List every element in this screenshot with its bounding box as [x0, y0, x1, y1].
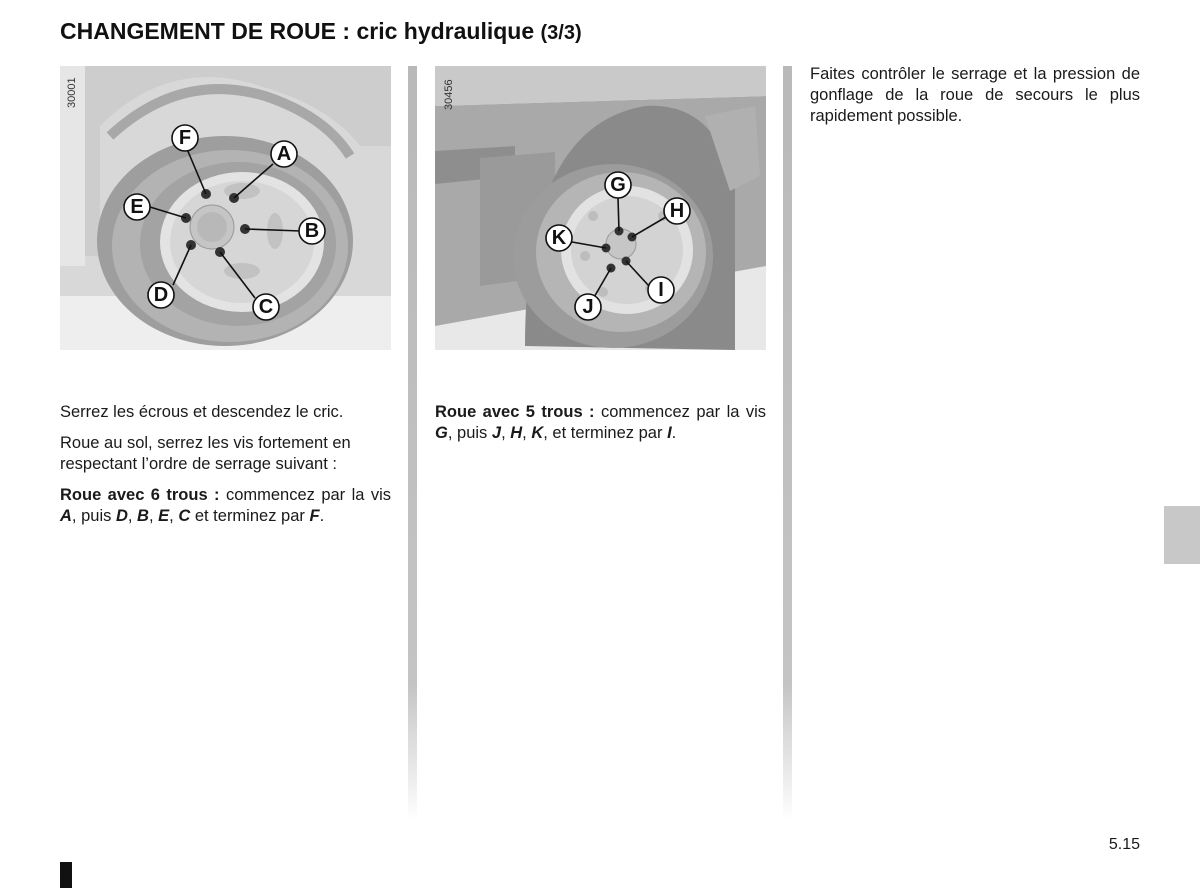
text-segment: ,	[127, 507, 138, 525]
figure-ref-30456: 30456	[443, 79, 455, 110]
text-segment: ,	[522, 424, 532, 442]
corner-crop-mark	[60, 862, 72, 888]
page-title	[60, 18, 582, 45]
bolt-j: J	[491, 424, 502, 442]
paragraph-lower-jack: Serrez les écrous et descendez le cric.	[60, 403, 344, 421]
svg-text:H: H	[669, 200, 685, 222]
paragraph-5-holes	[435, 402, 766, 444]
column-1-text	[60, 402, 391, 537]
text-segment: commencez par la vis	[219, 486, 392, 504]
wheel-6-holes-illustration	[60, 66, 391, 350]
svg-text:J: J	[582, 296, 594, 318]
svg-text:F: F	[178, 127, 192, 149]
wheel-5-holes-illustration	[435, 66, 766, 350]
bolt-a: A	[60, 507, 72, 525]
column-divider-1	[408, 66, 417, 820]
bolt-g: G	[435, 424, 448, 442]
lead-5-holes: Roue avec 5 trous :	[435, 403, 595, 421]
label-a	[271, 141, 297, 167]
label-j	[575, 294, 601, 320]
label-i	[648, 277, 674, 303]
column-divider-2	[783, 66, 792, 820]
svg-text:E: E	[130, 196, 144, 218]
column-3-text	[810, 64, 1140, 137]
text-segment: ,	[169, 507, 179, 525]
text-segment: .	[671, 424, 677, 442]
svg-text:G: G	[610, 174, 626, 196]
svg-text:B: B	[304, 220, 320, 242]
column-2-text	[435, 402, 766, 454]
bolt-i: I	[667, 424, 672, 442]
text-segment: , puis	[71, 507, 116, 525]
svg-text:I: I	[658, 279, 664, 301]
text-segment: , puis	[447, 424, 492, 442]
bolt-d: D	[115, 507, 128, 525]
bolt-k: K	[531, 424, 544, 442]
figure-wheel-6-holes	[60, 66, 391, 350]
figure-wheel-5-holes	[435, 66, 766, 350]
paragraph-check-pressure: Faites contrôler le serrage et la pression de gonflage de la roue de secours le plus rapidement possible.	[810, 65, 1140, 125]
lead-6-holes: Roue avec 6 trous :	[60, 486, 220, 504]
text-segment: commencez par la vis	[594, 403, 767, 421]
svg-text:A: A	[276, 143, 292, 165]
text-segment: ,	[148, 507, 159, 525]
bolt-c: C	[178, 507, 191, 525]
text-segment: ,	[501, 424, 511, 442]
svg-text:K: K	[551, 227, 567, 249]
title-main: CHANGEMENT DE ROUE : cric hydraulique	[60, 18, 535, 44]
svg-text:D: D	[153, 284, 169, 306]
bolt-e: E	[158, 507, 170, 525]
label-h	[664, 198, 690, 224]
label-e	[124, 194, 150, 220]
label-d	[148, 282, 174, 308]
paragraph-6-holes	[60, 485, 391, 527]
bolt-h: H	[510, 424, 523, 442]
label-g	[605, 172, 631, 198]
label-k	[546, 225, 572, 251]
bolt-f: F	[309, 507, 320, 525]
page-number: 5.15	[1108, 836, 1140, 853]
svg-text:C: C	[258, 296, 274, 318]
text-segment: , et terminez par	[543, 424, 668, 442]
label-b	[299, 218, 325, 244]
text-segment: .	[319, 507, 325, 525]
title-part: (3/3)	[540, 22, 582, 44]
section-thumb-tab	[1164, 506, 1200, 564]
label-c	[253, 294, 279, 320]
label-f	[172, 125, 198, 151]
figure-ref-30001: 30001	[66, 77, 78, 108]
paragraph-tighten-order: Roue au sol, serrez les vis fortement en respectant l’ordre de serrage suivant :	[60, 434, 351, 473]
text-segment: et terminez par	[190, 507, 310, 525]
bolt-b: B	[137, 507, 149, 525]
